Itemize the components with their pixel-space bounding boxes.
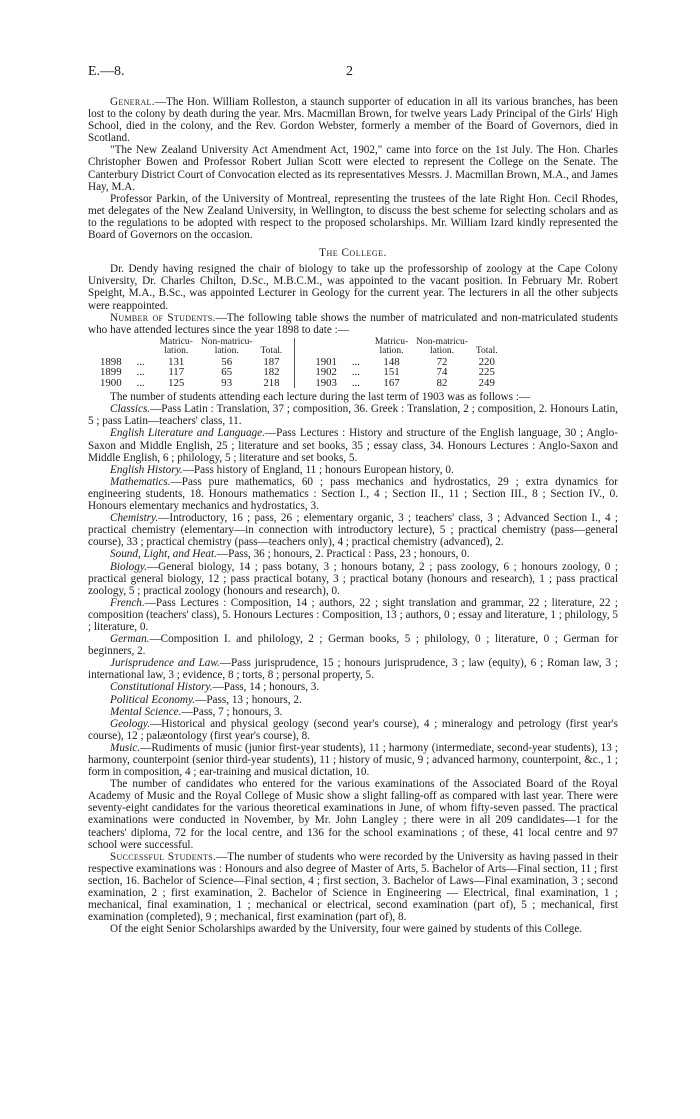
- act-paragraph: "The New Zealand University Act Amendment Act, 1902," came into force on the 1st July. The Hon. Charles Christopher Bowen and Professor Robert Julian Scott were elected to represent the College on the Senate. The Canterbury District Court of Convocation elected as its representatives Messrs. J. Macmillan Brown, M.A., and James Hay, M.A.: [88, 144, 618, 193]
- lecture-counts: —Pass Latin : Translation, 37 ; composition, 36. Greek : Translation, 2 ; composition, 2. Honours Latin, 5 ; pass Latin—teachers' class, 11.: [88, 403, 618, 428]
- lecture-paragraph: [88, 512, 618, 548]
- total-cell: 187: [263, 355, 280, 368]
- leader-dots: ...: [351, 376, 360, 389]
- matric-cell: 167: [383, 376, 400, 389]
- year-cell: 1898: [100, 355, 122, 368]
- leader-dots: ...: [351, 366, 360, 379]
- page-header: [88, 66, 612, 82]
- page-number: 2: [346, 64, 353, 79]
- number-of-students-lead: Number of Students.: [110, 311, 216, 324]
- lecture-counts: —Pass Lectures : Composition, 14 ; authors, 22 ; sight translation and grammar, 22 ; literature, 22 ; composition (teachers' class), 5. Honours Lectures : Composition, 13 ; authors, 0 ; essay and literature, 1 ; philology, 5 ; literature, 0.: [88, 596, 618, 633]
- lecture-subject: English Literature and Language.: [110, 427, 265, 440]
- lecture-paragraph: [88, 718, 618, 742]
- header-non-matric: Non-matricu- lation.: [416, 336, 468, 357]
- total-cell: 220: [478, 355, 495, 368]
- lecture-counts: —Pass, 36 ; honours, 2. Practical : Pass, 23 ; honours, 0.: [216, 548, 470, 561]
- lecture-counts: —Pass, 7 ; honours, 3.: [181, 705, 283, 718]
- lecture-subject: Geology.: [110, 717, 151, 730]
- header-matric: Matricu- lation.: [374, 336, 409, 357]
- general-text: —The Hon. William Rolleston, a staunch supporter of education in all its various branches, has been lost to the colony by death during the year. Mrs. Macmillan Brown, for twelve years Lady Principal of the Girls' High School, died in the colony, and the Rev. Gordon Webster, formerly a member of the Board of Governors, died in Scotland.: [88, 96, 618, 145]
- general-paragraph: [88, 96, 618, 144]
- lecture-subject: Mental Science.: [110, 705, 182, 718]
- lecture-paragraph: [88, 427, 618, 463]
- lecture-paragraph: [88, 403, 618, 427]
- non-matric-cell: 56: [221, 355, 233, 368]
- matric-cell: 148: [383, 355, 400, 368]
- leader-dots: ...: [136, 355, 145, 368]
- number-of-students-paragraph: [88, 312, 618, 336]
- lecture-paragraph: [88, 597, 618, 633]
- successful-students-text: —The number of students who were recorded by the University as having passed in their respective examinations was : Honours and also degree of Master of Arts, 5. Bachelor of Arts—Final section, 11 ; first section, 16. Bachelor of Science—Final section, 4 ; first section, 3. Bachelor of Laws—Final examination, 3 ; second examination, 2 ; first examination, 2. Bachelor of Science in Engineering — Electrical, final examination, 1 ; mechanical, final examination, 1 ; mechanical or electrical, second examination (part of), 5 ; mechanical, first examination (completed), 9 ; mechanical, first examination (part of), 8.: [88, 850, 618, 924]
- lecture-paragraph: [88, 742, 618, 778]
- rhodes-paragraph: Professor Parkin, of the University of Montreal, representing the trustees of the late Right Hon. Cecil Rhodes, met delegates of the New Zealand University, in Wellington, to discuss the best scheme for selecting scholars and as to the regulations to be adopted with respect to the proposed scholarships. Mr. William Izard kindly represented the Board of Governors on the occasion.: [88, 192, 618, 242]
- non-matric-cell: 82: [436, 376, 448, 389]
- lecture-counts: —Pass pure mathematics, 60 ; pass mechanics and hydrostatics, 29 ; extra dynamics for engineering students, 18. Honours mathematics : Section I., 4 ; Section II., 11 ; Section III., 8 ; Section IV., 0. Honours elementary mechanics and hydrostatics, 3.: [88, 475, 618, 513]
- lecture-paragraph: [88, 681, 618, 693]
- table-row: [100, 378, 502, 388]
- number-of-students-text: —The following table shows the number of matriculated and non-matriculated students who have attended lectures since the year 1898 to date :—: [88, 311, 618, 336]
- header-non-matric: Non-matricu- lation.: [200, 336, 253, 357]
- students-table: [100, 338, 502, 388]
- lecture-paragraph: [88, 476, 618, 512]
- successful-students-lead: Successful Students.: [110, 850, 217, 863]
- lecture-subject: Biology.: [110, 560, 147, 573]
- lecture-paragraph: [88, 561, 618, 597]
- header-matric: Matricu- lation.: [159, 336, 193, 357]
- lecture-subject: Jurisprudence and Law.: [110, 657, 220, 670]
- lecture-counts: —Rudiments of music (junior first-year students), 11 ; harmony (intermediate, second-year students), 13 ; harmony, counterpoint (senior third-year students), 11 ; history of music, 9 ; advanced harmony, counterpoint, &c., 1 ; form in composition, 4 ; ear-training and musical dictation, 10.: [88, 741, 618, 779]
- matric-cell: 151: [383, 366, 400, 379]
- year-cell: 1902: [315, 366, 337, 379]
- lecture-subject: French.: [110, 596, 145, 609]
- lecture-counts: —Composition I. and philology, 2 ; German books, 5 ; philology, 0 ; literature, 0 ; German for beginners, 2.: [88, 633, 618, 658]
- matric-cell: 131: [168, 355, 185, 368]
- lecture-subject: English History.: [110, 463, 183, 476]
- non-matric-cell: 93: [221, 376, 233, 389]
- lecture-subject: Constitutional History.: [110, 681, 213, 694]
- non-matric-cell: 74: [436, 366, 448, 379]
- lecture-paragraph: [88, 548, 618, 560]
- lecture-paragraph: [88, 464, 618, 476]
- lecture-subject: Sound, Light, and Heat.: [110, 548, 217, 561]
- lecture-subject: Political Economy.: [110, 693, 196, 706]
- lecture-paragraph: [88, 633, 618, 657]
- leader-dots: ...: [351, 355, 360, 368]
- header-total: Total.: [475, 346, 498, 357]
- report-code: E.—8.: [88, 64, 125, 79]
- lectures-intro: The number of students attending each lecture during the last term of 1903 was as follows :—: [110, 391, 531, 404]
- successful-students-paragraph: [88, 851, 618, 924]
- lecture-paragraph: [88, 694, 618, 706]
- year-cell: 1903: [315, 376, 337, 389]
- lecture-subject: Music.: [110, 741, 141, 754]
- lecture-counts: —Pass, 13 ; honours, 2.: [195, 693, 302, 706]
- lecture-subject: Mathematics.: [110, 475, 171, 488]
- total-cell: 249: [478, 376, 495, 389]
- total-cell: 218: [263, 376, 280, 389]
- lecture-paragraph: [88, 657, 618, 681]
- document-body: [88, 96, 618, 935]
- lecture-counts: —Introductory, 16 ; pass, 26 ; elementary organic, 3 ; teachers' class, 3 ; Advanced Section I., 4 ; practical chemistry (elementary—in connection with introductory lecture), 5 ; practical chemistry (pass—general course), 33 ; practical chemistry (pass—teachers only), 4 ; practical chemistry (advanced), 2.: [88, 512, 618, 549]
- header-total: Total.: [260, 346, 283, 357]
- lecture-counts: —Historical and physical geology (second year's course), 4 ; mineralogy and petrology (first year's course), 12 ; palæontology (first year's course), 8.: [88, 717, 618, 742]
- non-matric-cell: 72: [436, 355, 448, 368]
- lecture-subject: Classics.: [110, 403, 151, 416]
- leader-dots: ...: [136, 366, 145, 379]
- matric-cell: 125: [168, 376, 185, 389]
- lecture-counts: —General biology, 14 ; pass botany, 3 ; honours botany, 2 ; pass zoology, 6 ; honours zoology, 0 ; practical general biology, 12 ; pass practical botany, 3 ; practical botany (honours and research), 1 ; pass practical zoology, 5 ; practical zoology (honours and research), 0.: [88, 560, 618, 597]
- year-cell: 1901: [315, 355, 337, 368]
- year-cell: 1899: [100, 366, 122, 379]
- non-matric-cell: 65: [221, 366, 233, 379]
- lecture-counts: —Pass history of England, 11 ; honours European history, 0.: [182, 463, 454, 476]
- music-exams-paragraph: The number of candidates who entered for the various examinations of the Associated Board of the Royal Academy of Music and the Royal College of Music show a slight falling-off as compared with last year. There were seventy-eight candidates for the various theoretical examinations in June, of whom fifty-seven passed. The practical examinations were conducted in November, by Mr. John Langley ; there were in all 209 candidates—1 for the teachers' diploma, 72 for the local centre, and 136 for the school examinations ; of these, 41 local centre and 97 school were successful.: [88, 778, 618, 851]
- scholarships-paragraph: Of the eight Senior Scholarships awarded by the University, four were gained by students of this College.: [110, 923, 583, 936]
- total-cell: 225: [478, 366, 495, 379]
- college-heading: The College.: [319, 247, 387, 260]
- lecture-counts: —Pass Lectures : History and structure of the English language, 30 ; Anglo-Saxon and Middle English, 25 ; literature and set books, 35 ; essay class, 34. Honours Lectures : Anglo-Saxon and Middle English, 6 ; philology, 5 ; literature and set books, 5.: [88, 427, 618, 464]
- matric-cell: 117: [168, 366, 185, 379]
- lecture-paragraph: [88, 706, 618, 718]
- leader-dots: ...: [136, 376, 145, 389]
- dendy-paragraph: Dr. Dendy having resigned the chair of biology to take up the professorship of zoology at the Cape Colony University, Dr. Charles Chilton, D.Sc., M.B.C.M., was appointed to the vacant position. In February Mr. Robert Speight, M.A., B.Sc., was appointed Lecturer in Geology for the current year. The lecturers in all the other subjects were reappointed.: [88, 263, 618, 312]
- lecture-subject: Chemistry.: [110, 512, 159, 525]
- year-cell: 1900: [100, 376, 122, 389]
- lecture-counts: —Pass, 14 ; honours, 3.: [212, 681, 320, 694]
- general-lead: General.: [110, 96, 155, 108]
- total-cell: 182: [263, 366, 280, 379]
- lecture-list: [88, 403, 618, 778]
- lecture-subject: German.: [110, 633, 150, 646]
- lecture-counts: —Pass jurisprudence, 15 ; honours jurisprudence, 3 ; law (equity), 6 ; Roman law, 3 ; international law, 3 ; evidence, 8 ; torts, 8 ; personal property, 5.: [88, 657, 618, 682]
